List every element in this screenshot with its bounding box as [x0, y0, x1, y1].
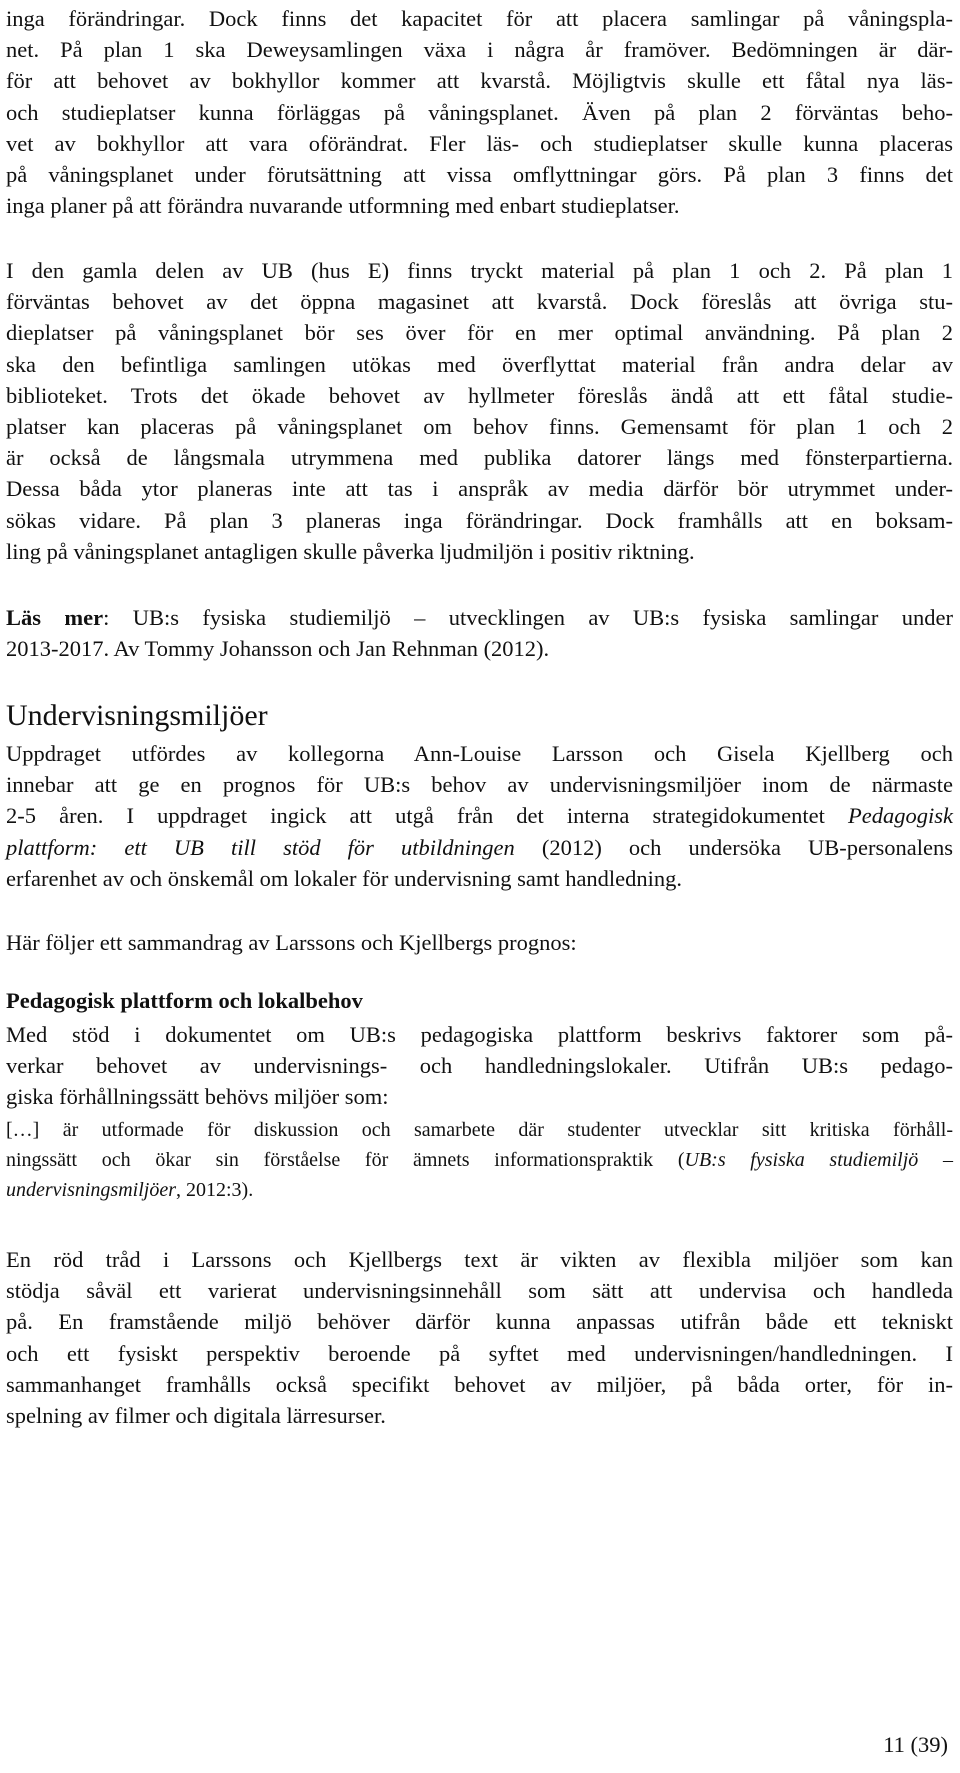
paragraph-assignment: [6, 738, 953, 894]
text-line: I den gamla delen av UB (hus E) finns tryckt material på plan 1 och 2. På plan 1: [6, 258, 953, 283]
text-line: Uppdraget utfördes av kollegorna Ann-Louise Larsson och Gisela Kjellberg och: [6, 741, 953, 766]
text-line: och studieplatser kunna förläggas på våningsplanet. Även på plan 2 förväntas beho-: [6, 99, 953, 125]
text-span: (2012) och undersöka UB-personalens: [514, 834, 953, 860]
paragraph-plan-overview: [6, 3, 953, 221]
text-line: spelning av filmer och digitala lärresurser.: [6, 1403, 386, 1429]
text-line: 2013-2017. Av Tommy Johansson och Jan Rehnman (2012).: [6, 636, 550, 662]
text-span: , 2012:3).: [176, 1179, 254, 1201]
text-line: verkar behovet av undervisnings- och handledningslokaler. Utifrån UB:s pedago-: [6, 1053, 953, 1079]
text-line: platser kan placeras på våningsplanet om behov finns. Gemensamt för plan 1 och 2: [6, 414, 953, 440]
paragraph-summary-intro: [6, 927, 953, 958]
text-line: ska den befintliga samlingen utökas med överflyttat material från andra delar av: [6, 351, 953, 377]
text-line: Dessa båda ytor planeras inte att tas i anspråk av media därför bör utrymmet under-: [6, 476, 953, 502]
paragraph-flexible-environments: [6, 1244, 953, 1431]
paragraph-hus-e: [6, 255, 953, 567]
text-line: erfarenhet av och önskemål om lokaler för undervisning samt handledning.: [6, 865, 683, 891]
read-more-title: : UB:s fysiska studiemiljö – utvecklingen av UB:s fysiska samlingar under: [103, 605, 953, 630]
text-line: [6, 1145, 953, 1175]
text-line: biblioteket. Trots det ökade behovet av hyllmeter föreslås ändå att ett fåtal studie-: [6, 382, 953, 408]
text-span: 2-5 åren. I uppdraget ingick att utgå från det interna strategidokumentet: [6, 803, 849, 829]
text-line: Här följer ett sammandrag av Larssons och Kjellbergs prognos:: [6, 930, 577, 955]
text-line: net. På plan 1 ska Deweysamlingen växa i några år framöver. Bedömningen är där-: [6, 37, 953, 63]
document-page: [6, 0, 954, 1773]
text-line: sökas vidare. På plan 3 planeras inga förändringar. Dock framhålls att en boksam-: [6, 507, 953, 533]
text-line: på våningsplanet under förutsättning att vissa omflyttningar görs. På plan 3 finns det: [6, 162, 953, 188]
text-line: Med stöd i dokumentet om UB:s pedagogiska plattform beskrivs faktorer som på-: [6, 1022, 953, 1047]
document-title-italic: plattform: ett UB till stöd för utbildningen: [6, 834, 515, 860]
text-line: sammanhanget framhålls också specifikt behovet av miljöer, på båda orter, för in-: [6, 1371, 953, 1397]
citation-italic: UB:s fysiska studiemiljö –: [684, 1149, 953, 1171]
text-line: dieplatser på våningsplanet bör ses över för en mer optimal användning. På plan 2: [6, 320, 953, 346]
text-line: [6, 832, 953, 863]
text-line: och ett fysiskt perspektiv beroende på syftet med undervisningen/handledningen. I: [6, 1340, 953, 1366]
page-number: 11 (39): [883, 1732, 948, 1757]
text-line: stödja såväl ett varierat undervisningsinnehåll som sätt att undervisa och handleda: [6, 1278, 953, 1304]
read-more-label: Läs mer: [6, 605, 104, 630]
text-line: […] är utformade för diskussion och samarbete där studenter utvecklar sitt kritiska förhåll-: [6, 1119, 953, 1141]
text-line: [6, 1175, 953, 1205]
text-line: [6, 602, 953, 633]
text-line: inga planer på att förändra nuvarande utformning med enbart studieplatser.: [6, 193, 680, 219]
paragraph-platform: [6, 1019, 953, 1113]
text-line: förväntas behovet av det öppna magasinet att kvarstå. Dock föreslås att övriga stu-: [6, 289, 953, 315]
text-line: vet av bokhyllor att vara oförändrat. Fler läs- och studieplatser skulle kunna placeras: [6, 130, 953, 156]
read-more-reference: [6, 602, 953, 664]
text-span: ningssätt och ökar sin förståelse för ämnets informationspraktik (: [6, 1149, 685, 1171]
document-title-italic: Pedagogisk: [848, 803, 953, 829]
citation-italic: undervisningsmiljöer: [6, 1179, 176, 1201]
text-line: En röd tråd i Larssons och Kjellbergs text är vikten av flexibla miljöer som kan: [6, 1247, 953, 1272]
section-heading: Undervisningsmiljöer: [6, 699, 268, 732]
text-line: [6, 800, 953, 831]
text-line: på. En framstående miljö behöver därför kunna anpassas utifrån både ett tekniskt: [6, 1309, 953, 1335]
text-line: giska förhållningssätt behövs miljöer som:: [6, 1084, 389, 1110]
text-line: för att behovet av bokhyllor kommer att kvarstå. Möjligtvis skulle ett fåtal nya läs-: [6, 68, 953, 94]
block-quote: [6, 1115, 953, 1205]
text-line: är också de långsmala utrymmena med publika datorer längs med fönsterpartierna.: [6, 445, 953, 471]
subheading: Pedagogisk plattform och lokalbehov: [6, 988, 363, 1013]
text-line: innebar att ge en prognos för UB:s behov av undervisningsmiljöer inom de närmaste: [6, 772, 953, 798]
text-line: ling på våningsplanet antagligen skulle påverka ljudmiljön i positiv riktning.: [6, 538, 695, 564]
text-line: inga förändringar. Dock finns det kapacitet för att placera samlingar på våningspla-: [6, 6, 953, 31]
